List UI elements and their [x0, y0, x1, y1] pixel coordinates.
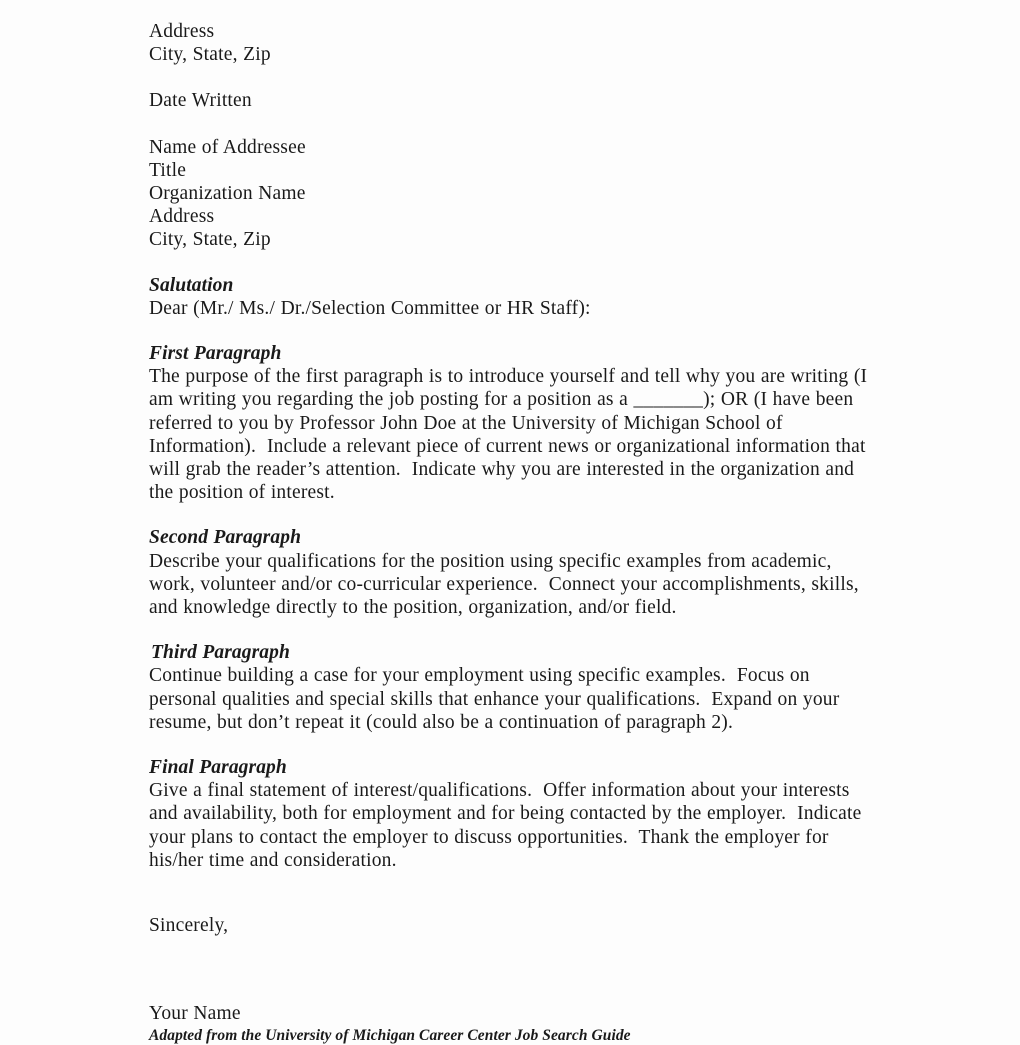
recipient-address-block [149, 136, 869, 252]
section-third-paragraph [149, 641, 869, 734]
section-final-paragraph [149, 756, 869, 872]
section-body-third-paragraph: Continue building a case for your employment using specific examples. Focus on personal qualities and special skills that enhance your qualifications. Expand on your resume, but don’t repeat it (could also be a continuation of paragraph 2). [149, 665, 845, 733]
section-body-final-paragraph: Give a final statement of interest/qualifications. Offer information about your interests and availability, both for employment and for being contacted by the employer. Indicate your plans to contact the employer to discuss opportunities. Thank the employer for his/her time and consideration. [149, 780, 867, 871]
section-salutation [149, 274, 869, 320]
recipient-title-line: Title [149, 159, 187, 181]
section-first-paragraph [149, 342, 873, 504]
section-heading-salutation: Salutation [149, 274, 234, 296]
section-body-second-paragraph: Describe your qualifications for the position using specific examples from academic, work, volunteer and/or co-curricular experience. Connect your accomplishments, skills, and knowledge directly to the position, organization, and/or field. [149, 550, 865, 619]
attribution-note: Adapted from the University of Michigan Career Center Job Search Guide [149, 1026, 631, 1044]
spacer [149, 252, 869, 274]
date-line: Date Written [149, 90, 252, 112]
sender-city-state-zip-line: City, State, Zip [149, 44, 271, 66]
section-heading-final-paragraph: Final Paragraph [149, 757, 287, 779]
section-body-first-paragraph: The purpose of the first paragraph is to introduce yourself and tell why you are writing (I am writing you regarding the job posting for a position as a _______); OR (I have been referred to you by Professor John Doe at the University of Michigan School of Information). Include a relevant piece of current news or organizational information that will grab the reader’s attention. Indicate why you are interested in the organization and the position of interest. [149, 366, 873, 504]
sender-address-line: Address [149, 21, 215, 42]
section-heading-first-paragraph: First Paragraph [149, 343, 282, 365]
section-heading-third-paragraph: Third Paragraph [151, 642, 290, 664]
letter-body [149, 20, 873, 1045]
section-heading-second-paragraph: Second Paragraph [149, 527, 302, 549]
date-block [149, 89, 869, 112]
closing-block [149, 914, 869, 937]
spacer [149, 113, 869, 136]
signature-space [149, 956, 869, 1002]
spacer [149, 504, 869, 526]
recipient-city-state-zip-line: City, State, Zip [149, 229, 271, 251]
recipient-name-line: Name of Addressee [149, 136, 306, 158]
spacer [149, 320, 869, 342]
section-body-salutation: Dear (Mr./ Ms./ Dr./Selection Committee or HR Staff): [149, 297, 591, 319]
signature-block [149, 1002, 869, 1025]
section-second-paragraph [149, 526, 869, 619]
attribution-block [149, 1026, 869, 1045]
recipient-organization-line: Organization Name [149, 183, 306, 205]
spacer [149, 66, 869, 89]
spacer [149, 619, 869, 641]
spacer [149, 872, 869, 894]
sender-address-block [149, 20, 869, 66]
spacer [149, 734, 869, 756]
signature-name: Your Name [149, 1003, 241, 1025]
recipient-address-line: Address [149, 206, 215, 228]
closing-line: Sincerely, [149, 914, 229, 936]
